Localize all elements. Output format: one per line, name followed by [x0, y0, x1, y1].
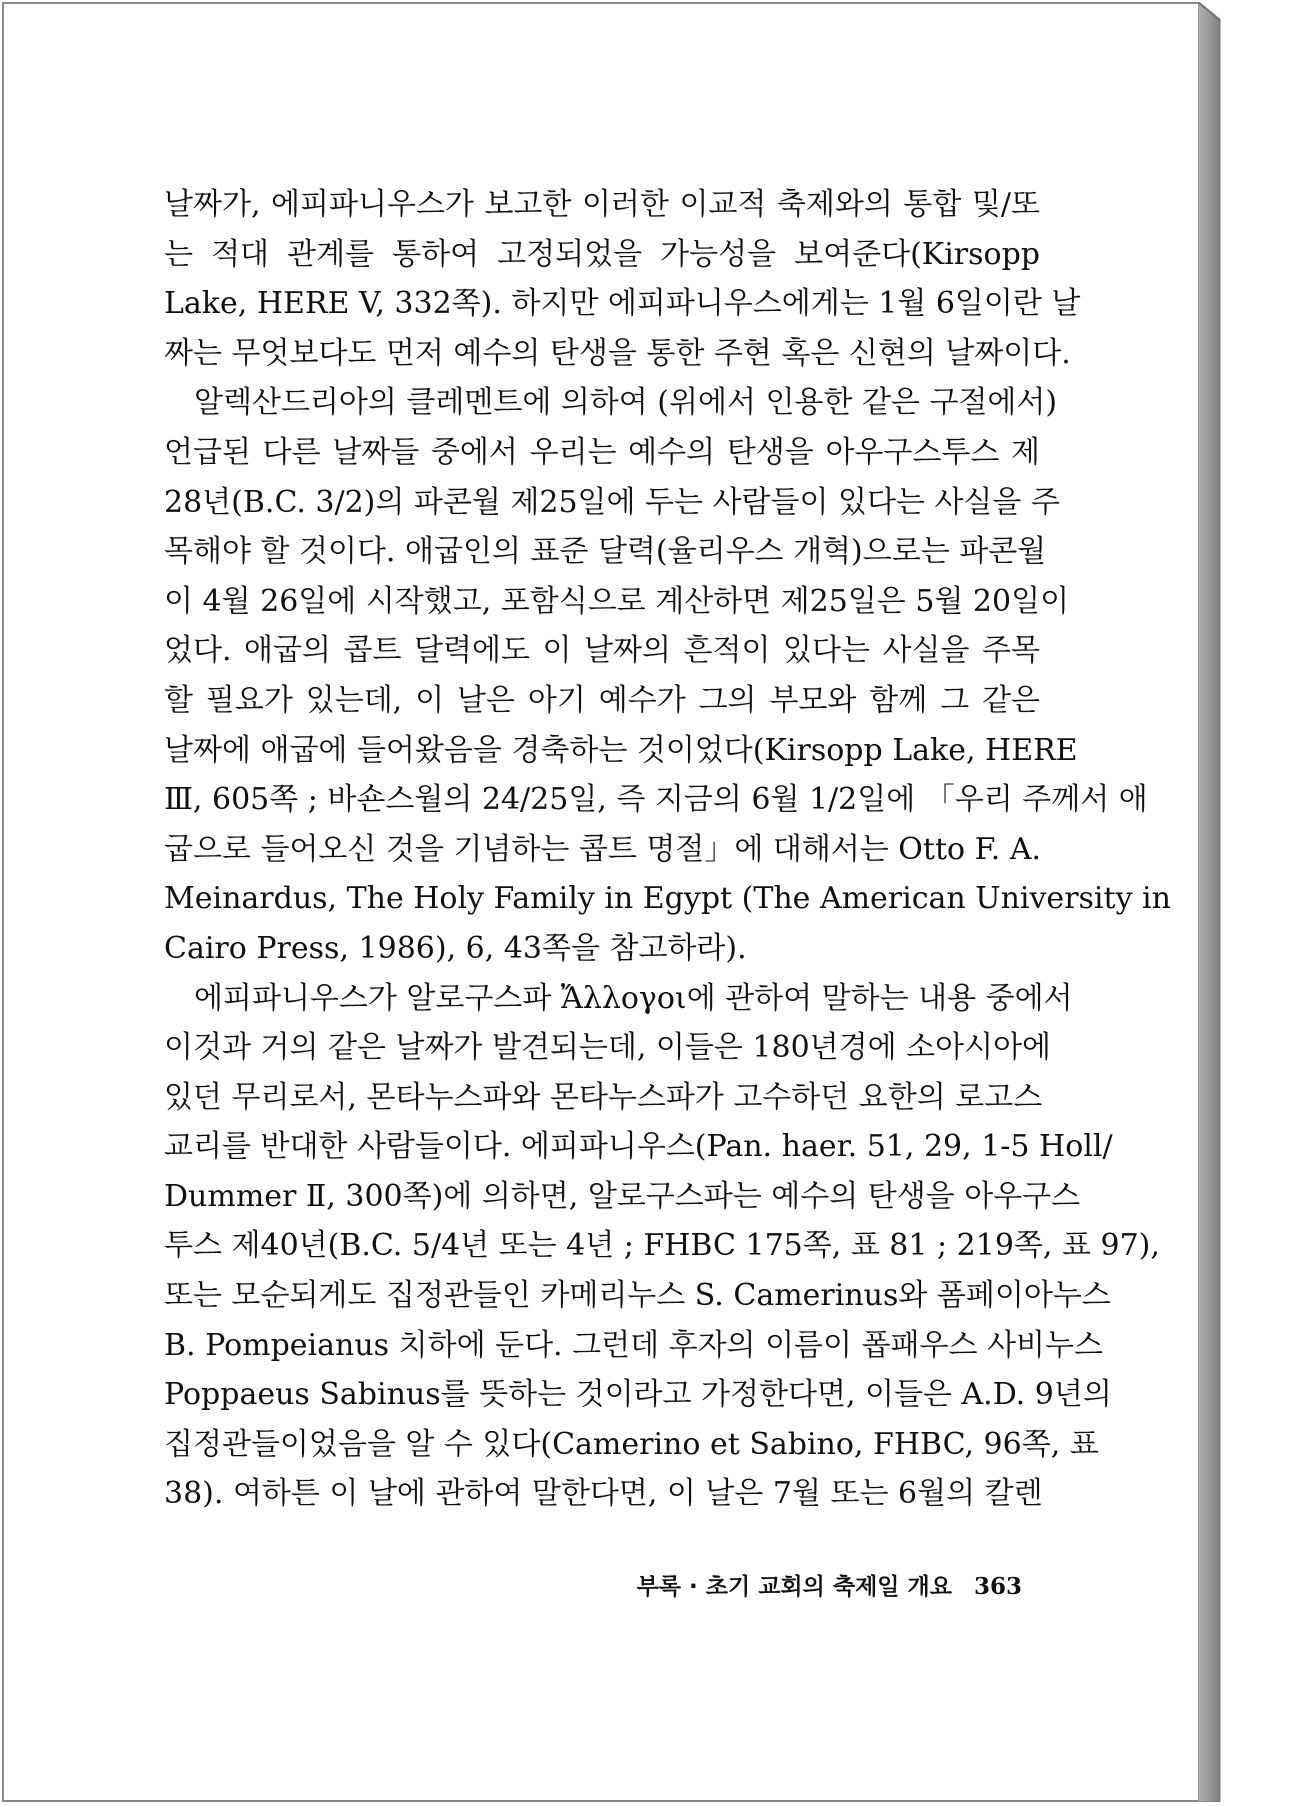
- text-line: 38). 여하튼 이 날에 관하여 말한다면, 이 날은 7월 또는 6월의 칼렌: [164, 1476, 1043, 1512]
- text-line: 목해야 할 것이다. 애굽인의 표준 달력(율리우스 개혁)으로는 파콘월: [164, 534, 1047, 570]
- text-line: Dummer Ⅱ, 300쪽)에 의하면, 알로구스파는 예수의 탄생을 아우구스: [164, 1178, 1081, 1214]
- paragraph-first-line: 알렉산드리아의 클레멘트에 의하여 (위에서 인용한 같은 구절에서): [194, 385, 1058, 421]
- text-line: 투스 제40년(B.C. 5/4년 또는 4년 ; FHBC 175쪽, 표 81 ; 219쪽, 표 97),: [164, 1228, 1160, 1264]
- text-line: Meinardus, The Holy Family in Egypt (The American University in: [164, 881, 1171, 917]
- text-line: 날짜가, 에피파니우스가 보고한 이러한 이교적 축제와의 통합 및/또: [164, 187, 1040, 222]
- text-line: Poppaeus Sabinus를 뜻하는 것이라고 가정한다면, 이들은 A.D. 9년의: [164, 1377, 1112, 1413]
- page-edge-graphic: [1198, 2, 1244, 1802]
- text-line: 집정관들이었음을 알 수 있다(Camerino et Sabino, FHBC, 96쪽, 표: [164, 1426, 1099, 1462]
- page-footer: [632, 1568, 1022, 1601]
- book-page: [2, 2, 1200, 1802]
- text-line: Cairo Press, 1986), 6, 43쪽을 참고하라).: [164, 930, 747, 966]
- paragraph-first-line: 에피파니우스가 알로구스파 Ἄλλογοι에 관하여 말하는 내용 중에서: [194, 980, 1073, 1016]
- text-line: 굽으로 들어오신 것을 기념하는 콥트 명절」에 대해서는 Otto F. A.: [164, 831, 1042, 867]
- page-stack-edge: [1198, 2, 1244, 1802]
- text-line: 이것과 거의 같은 날짜가 발견되는데, 이들은 180년경에 소아시아에: [164, 1030, 1052, 1066]
- text-line: 교리를 반대한 사람들이다. 에피파니우스(Pan. haer. 51, 29, 1-5 Holl/: [164, 1129, 1113, 1165]
- text-line: 언급된 다른 날짜들 중에서 우리는 예수의 탄생을 아우구스투스 제: [164, 434, 1040, 470]
- text-line: 는 적대 관계를 통하여 고정되었을 가능성을 보여준다(Kirsopp: [164, 236, 1040, 272]
- text-line: 이 4월 26일에 시작했고, 포함식으로 계산하면 제25일은 5월 20일이: [164, 583, 1070, 619]
- text-line: Ⅲ, 605쪽 ; 바숀스월의 24/25일, 즉 지금의 6월 1/2일에 「우리 주께서 애: [164, 782, 1148, 818]
- text-line: Lake, HERE V, 332쪽). 하지만 에피파니우스에게는 1월 6일이란 날: [164, 286, 1081, 322]
- text-line: B. Pompeianus 치하에 둔다. 그런데 후자의 이름이 폽패우스 사비누스: [164, 1327, 1103, 1363]
- text-line: 날짜에 애굽에 들어왔음을 경축하는 것이었다(Kirsopp Lake, HERE: [164, 732, 1078, 768]
- text-line: 있던 무리로서, 몬타누스파와 몬타누스파가 고수하던 요한의 로고스: [164, 1079, 1043, 1115]
- text-line: 할 필요가 있는데, 이 날은 아기 예수가 그의 부모와 함께 그 같은: [164, 682, 1040, 718]
- text-line: 짜는 무엇보다도 먼저 예수의 탄생을 통한 주현 혹은 신현의 날짜이다.: [164, 335, 1071, 371]
- body-text: [164, 180, 1171, 1519]
- text-line: 또는 모순되게도 집정관들인 카메리누스 S. Camerinus와 폼페이아누스: [164, 1278, 1111, 1314]
- running-head: 부록 · 초기 교회의 축제일 개요: [636, 1574, 952, 1600]
- text-line: 28년(B.C. 3/2)의 파콘월 제25일에 두는 사람들이 있다는 사실을 주: [164, 484, 1060, 520]
- text-line: 었다. 애굽의 콥트 달력에도 이 날짜의 흔적이 있다는 사실을 주목: [164, 633, 1040, 669]
- page-number: 363: [973, 1573, 1022, 1600]
